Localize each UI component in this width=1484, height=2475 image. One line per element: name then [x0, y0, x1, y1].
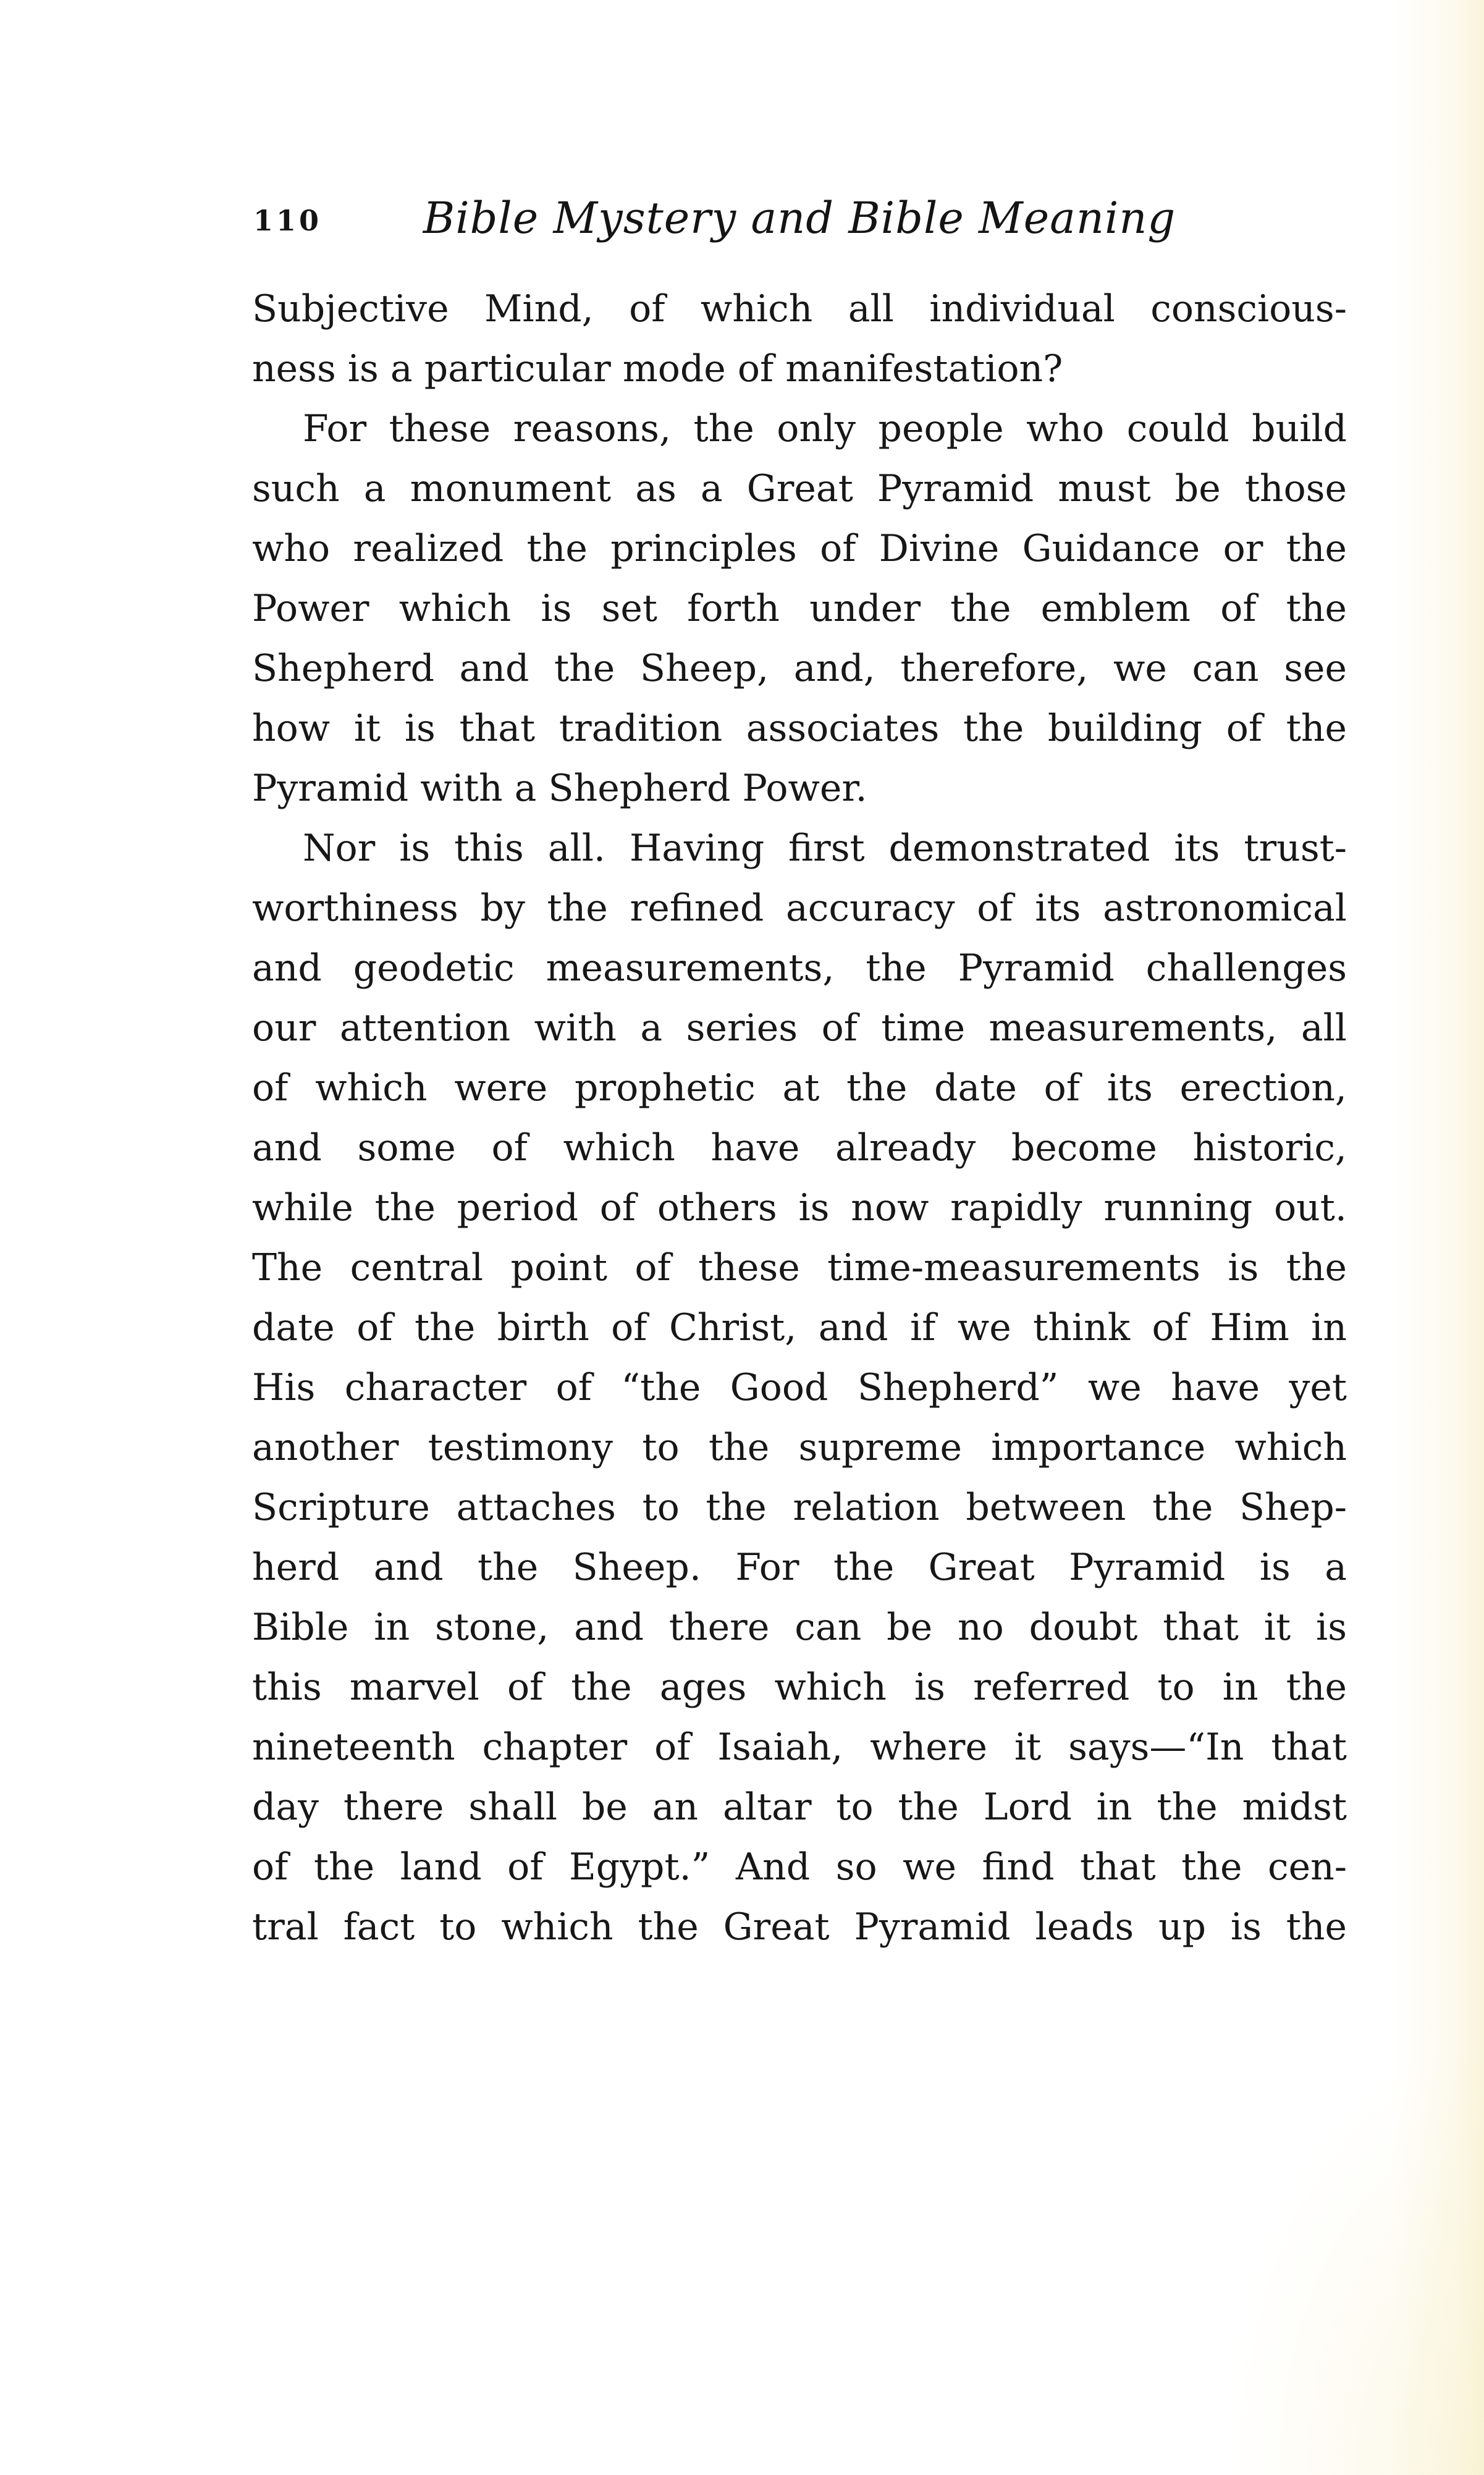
- text-line: The central point of these time-measurements is the: [252, 1246, 1347, 1289]
- paragraph-shepherd-power: [252, 399, 1347, 819]
- paragraph-time-measurements: [252, 819, 1347, 1957]
- running-header-title: Bible Mystery and Bible Meaning: [423, 193, 1176, 243]
- text-line: ness is a particular mode of manifestation?: [252, 347, 1063, 390]
- text-line: Power which is set forth under the emblem of the: [252, 587, 1347, 630]
- text-line: and some of which have already become historic,: [252, 1126, 1347, 1170]
- running-header: [252, 193, 1347, 248]
- text-line: another testimony to the supreme importance which: [252, 1426, 1347, 1469]
- text-line: nineteenth chapter of Isaiah, where it says—“In that: [252, 1726, 1347, 1769]
- text-line: date of the birth of Christ, and if we think of Him in: [252, 1306, 1347, 1349]
- body-text: [252, 279, 1347, 1957]
- text-line: tral fact to which the Great Pyramid leads up is the: [252, 1905, 1347, 1949]
- text-line: For these reasons, the only people who could build: [303, 407, 1347, 450]
- text-line: our attention with a series of time measurements, all: [252, 1006, 1347, 1050]
- text-line: Subjective Mind, of which all individual conscious-: [252, 287, 1347, 331]
- text-line: day there shall be an altar to the Lord in the midst: [252, 1786, 1347, 1829]
- text-line: Scripture attaches to the relation between the Shep-: [252, 1486, 1347, 1529]
- text-line: and geodetic measurements, the Pyramid challenges: [252, 947, 1347, 990]
- page-number: 110: [253, 204, 323, 237]
- text-line: worthiness by the refined accuracy of its astronomical: [252, 887, 1347, 930]
- text-line: Nor is this all. Having first demonstrated its trust-: [303, 827, 1347, 870]
- text-line: while the period of others is now rapidly running out.: [252, 1186, 1347, 1229]
- paragraph-continuation: [252, 279, 1347, 399]
- text-line: His character of “the Good Shepherd” we have yet: [252, 1366, 1347, 1409]
- scan-corner-tint: [1225, 2043, 1484, 2475]
- text-line: herd and the Sheep. For the Great Pyramid is a: [252, 1546, 1347, 1589]
- scan-edge-tint: [1391, 0, 1484, 2475]
- text-line: Pyramid with a Shepherd Power.: [252, 767, 867, 810]
- text-line: who realized the principles of Divine Guidance or the: [252, 527, 1347, 570]
- text-line: Shepherd and the Sheep, and, therefore, we can see: [252, 647, 1347, 690]
- text-line: this marvel of the ages which is referred to in the: [252, 1666, 1347, 1709]
- text-line: Bible in stone, and there can be no doubt that it is: [252, 1606, 1347, 1649]
- text-line: of which were prophetic at the date of its erection,: [252, 1066, 1347, 1110]
- text-line: of the land of Egypt.” And so we find that the cen-: [252, 1845, 1347, 1889]
- text-line: such a monument as a Great Pyramid must be those: [252, 467, 1347, 510]
- text-line: how it is that tradition associates the building of the: [252, 707, 1347, 750]
